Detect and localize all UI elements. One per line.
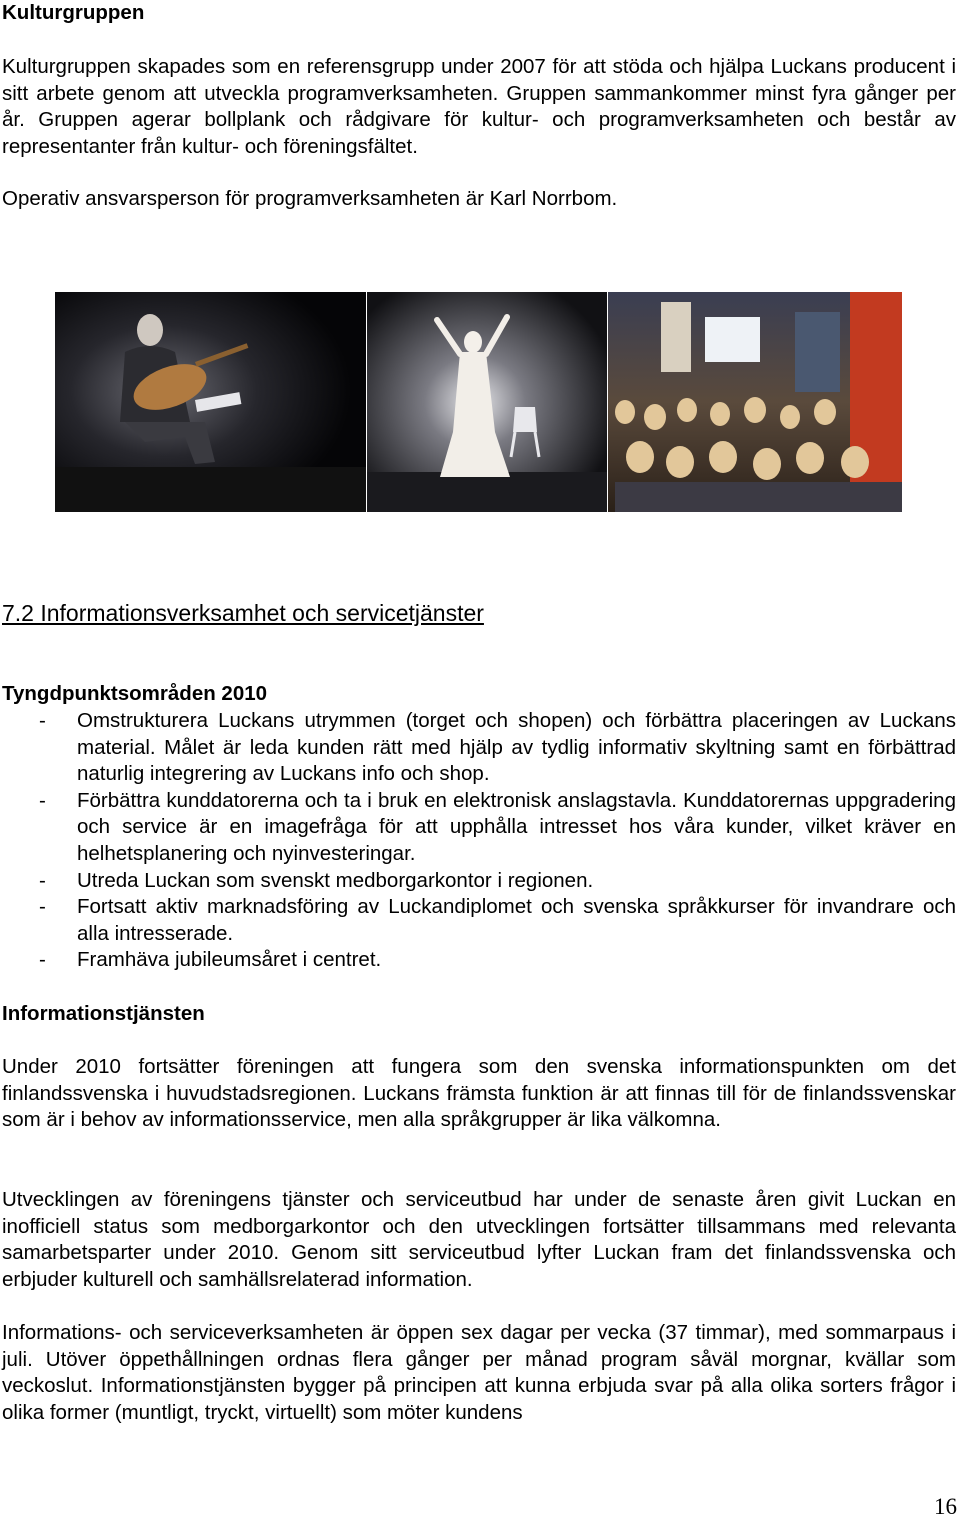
bullet-marker: - xyxy=(39,868,46,892)
bullet-marker: - xyxy=(39,709,46,732)
operativ-ansvarsperson-paragraph: Operativ ansvarsperson för programverksamheten är Karl Norrbom. xyxy=(2,187,618,210)
informationstjansten-heading: Informationstjänsten xyxy=(2,1002,205,1025)
focus-areas-heading: Tyngdpunktsområden 2010 xyxy=(2,682,268,705)
audience-photo xyxy=(608,292,902,512)
list-item-text: Omstrukturera Luckans utrymmen (torget och shopen) och förbättra placeringen av Luckans material. Målet är leda kunden rätt med hjälp av tydlig informativ skyltning samt en förbättrad naturlig integrering av Luckans info och shop. xyxy=(77,709,956,786)
section-heading: 7.2 Informationsverksamhet och servicetjänster xyxy=(2,600,484,626)
dancer-photo xyxy=(367,292,607,512)
list-item xyxy=(2,947,956,974)
list-item-text: Fortsatt aktiv marknadsföring av Luckandiplomet och svenska språkkurser för invandrare och alla intresserade. xyxy=(77,895,956,945)
list-item-text: Utreda Luckan som svenskt medborgarkontor i regionen. xyxy=(77,868,594,892)
bullet-marker: - xyxy=(39,948,46,972)
photo-strip xyxy=(55,292,902,512)
list-item xyxy=(2,894,956,947)
bullet-marker: - xyxy=(39,895,46,919)
kulturgruppen-paragraph: Kulturgruppen skapades som en referensgrupp under 2007 för att stöda och hjälpa Luckans producent i sitt arbete genom att utveckla programverksamheten. Gruppen sammankommer minst fyra gånger per år. Gruppen agerar bollplank och rådgivare för kultur- och programverksamheten och består av representanter från kultur- och föreningsfältet. xyxy=(2,55,956,158)
list-item xyxy=(2,788,956,868)
list-item xyxy=(2,868,956,895)
informationstjansten-paragraph-1: Under 2010 fortsätter föreningen att fungera som den svenska informationspunkten om det finlandssvenska i huvudstadsregionen. Luckans främsta funktion är att finnas till för de finlandssvenskar som är i behov av informationsservice, men alla språkgrupper är lika välkomna. xyxy=(2,1055,956,1132)
page-number: 16 xyxy=(934,1494,957,1519)
informationstjansten-paragraph-3: Informations- och serviceverksamheten är öppen sex dagar per vecka (37 timmar), med sommarpaus i juli. Utöver öppethållningen ordnas flera gånger per månad program såväl morgnar, kvällar som veckoslut. Informationstjänsten bygger på principen att kunna erbjuda svar på alla olika sorters frågor i olika former (muntligt, tryckt, virtuellt) som möter kundens xyxy=(2,1321,956,1424)
guitarist-photo xyxy=(55,292,366,512)
list-item-text: Framhäva jubileumsåret i centret. xyxy=(77,948,382,972)
kulturgruppen-heading: Kulturgruppen xyxy=(2,1,145,24)
list-item xyxy=(2,708,956,788)
bullet-marker: - xyxy=(39,788,46,812)
informationstjansten-paragraph-2: Utvecklingen av föreningens tjänster och serviceutbud har under de senaste åren givit Luckan en inofficiell status som medborgarkontor och den utvecklingen fortsätter tillsammans med relevanta samarbetsparter under 2010. Genom sitt serviceutbud lyfter Luckan fram det finlandssvenska och erbjuder kulturell och samhällsrelaterad information. xyxy=(2,1188,956,1291)
focus-areas-list xyxy=(2,708,956,974)
list-item-text: Förbättra kunddatorerna och ta i bruk en elektronisk anslagstavla. Kunddatorernas uppgradering och service är en imagefråga för att upphålla intresset hos våra kunder, vilket kräver en helhetsplanering och nyinvesteringar. xyxy=(77,788,956,865)
